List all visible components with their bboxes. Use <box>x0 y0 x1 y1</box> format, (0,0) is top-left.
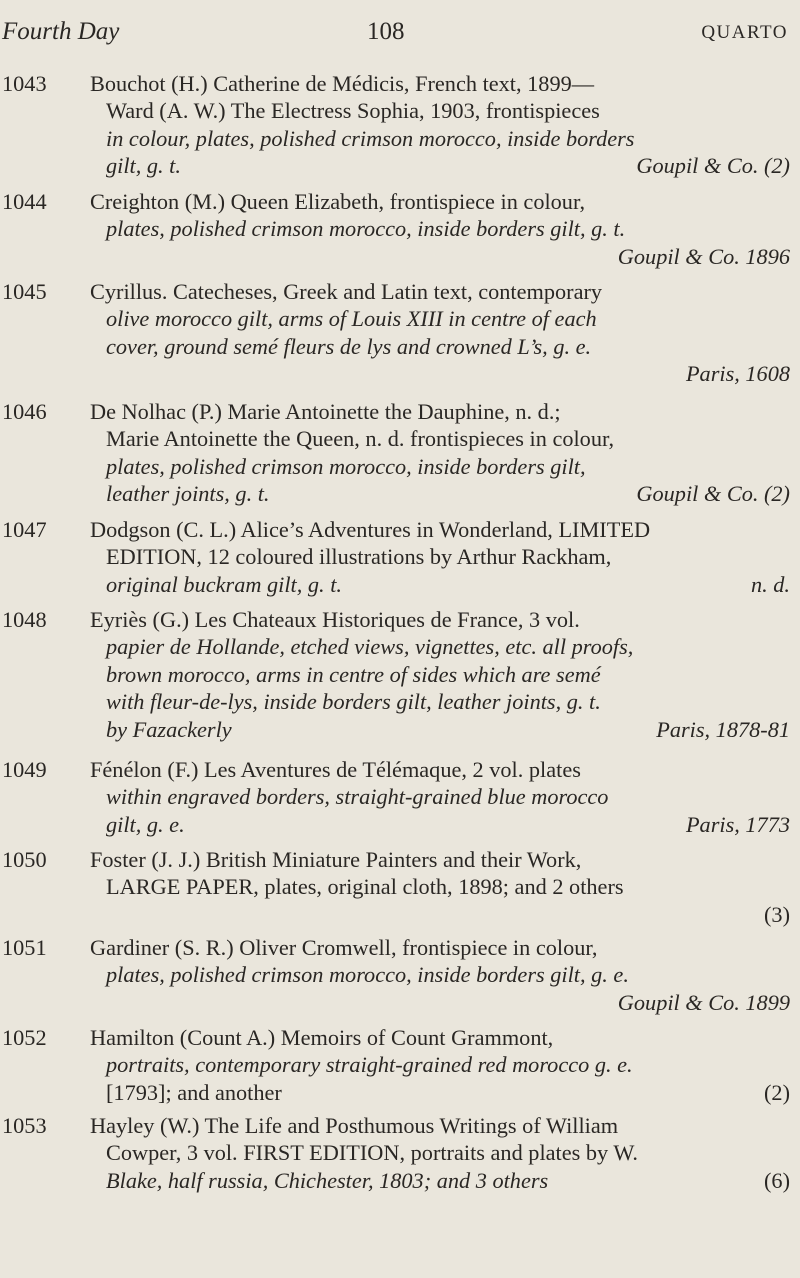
lot-line: in colour, plates, polished crimson morocco, inside borders <box>106 125 635 151</box>
lot-line: plates, polished crimson morocco, inside borders gilt, <box>106 453 586 479</box>
lot-line: olive morocco gilt, arms of Louis XIII in centre of each <box>106 306 597 332</box>
lot-description <box>90 934 790 1016</box>
lot-description <box>90 278 790 388</box>
lot-imprint: Paris, 1878-81 <box>656 716 790 742</box>
lot-quantity: (2) <box>764 1079 790 1105</box>
lot-number: 1051 <box>2 935 47 960</box>
lot-imprint: Paris, 1608 <box>685 361 790 387</box>
lot-line: plates, polished crimson morocco, inside borders gilt, g. e. <box>106 962 629 988</box>
lot-line-split <box>90 716 790 743</box>
lot-quantity: (6) <box>764 1167 790 1193</box>
lot-line: leather joints, g. t. <box>106 481 270 507</box>
lot-line: original buckram gilt, g. t. <box>106 571 342 597</box>
lot-number: 1050 <box>2 847 47 872</box>
running-head-format: QUARTO <box>701 22 788 43</box>
lot-line-split <box>90 1167 790 1194</box>
lot-line: [1793]; and another <box>106 1079 282 1105</box>
lot-line: portraits, contemporary straight-grained red morocco g. e. <box>106 1052 633 1078</box>
lot-number: 1043 <box>2 71 47 96</box>
lot-description <box>90 1024 790 1106</box>
lot-line: Foster (J. J.) British Miniature Painters and their Work, <box>90 847 582 872</box>
lot-description <box>90 756 790 838</box>
lot-description <box>90 70 790 180</box>
lot-description <box>90 188 790 270</box>
lot-description <box>90 606 790 743</box>
lot-line: Fénélon (F.) Les Aventures de Télémaque, 2 vol. plates <box>90 757 581 782</box>
lot-number: 1047 <box>2 517 47 542</box>
lot-line: Hayley (W.) The Life and Posthumous Writings of William <box>90 1113 619 1138</box>
lot-imprint: Goupil & Co. (2) <box>636 481 790 507</box>
lot-line: Eyriès (G.) Les Chateaux Historiques de France, 3 vol. <box>90 607 580 632</box>
lot-number: 1046 <box>2 399 47 424</box>
lot-imprint: Goupil & Co. 1896 <box>617 243 790 269</box>
lot-line: Gardiner (S. R.) Oliver Cromwell, frontispiece in colour, <box>90 935 598 960</box>
lot-line: Cyrillus. Catecheses, Greek and Latin text, contemporary <box>90 279 603 304</box>
lot-line: Cowper, 3 vol. FIRST EDITION, portraits and plates by W. <box>106 1140 638 1166</box>
lot-number: 1052 <box>2 1025 47 1050</box>
lot-number: 1044 <box>2 189 47 214</box>
lot-line: Creighton (M.) Queen Elizabeth, frontispiece in colour, <box>90 189 586 214</box>
lot-line: gilt, g. e. <box>106 811 185 837</box>
lot-line: Marie Antoinette the Queen, n. d. frontispieces in colour, <box>106 426 615 452</box>
lot-number: 1049 <box>2 757 47 782</box>
lot-line: cover, ground semé fleurs de lys and crowned L’s, g. e. <box>106 333 592 359</box>
page-header <box>0 12 800 52</box>
lot-line: Bouchot (H.) Catherine de Médicis, French text, 1899— <box>90 71 595 96</box>
page-number: 108 <box>367 18 405 45</box>
lot-imprint: Goupil & Co. (2) <box>636 153 790 179</box>
lot-line: LARGE PAPER, plates, original cloth, 1898; and 2 others <box>106 874 624 900</box>
lot-description <box>90 398 790 508</box>
lot-line: EDITION, 12 coloured illustrations by Arthur Rackham, <box>106 544 612 570</box>
lot-line: De Nolhac (P.) Marie Antoinette the Dauphine, n. d.; <box>90 399 561 424</box>
lot-line: Dodgson (C. L.) Alice’s Adventures in Wonderland, LIMITED <box>90 517 651 542</box>
lot-line: Blake, half russia, Chichester, 1803; and 3 others <box>106 1167 549 1193</box>
lot-line-split <box>90 1079 790 1106</box>
lot-number: 1053 <box>2 1113 47 1138</box>
lot-line: Ward (A. W.) The Electress Sophia, 1903, frontispieces <box>106 98 600 124</box>
lot-line: brown morocco, arms in centre of sides which are semé <box>106 661 601 687</box>
lot-imprint: Goupil & Co. 1899 <box>617 989 790 1015</box>
lot-line: within engraved borders, straight-grained blue morocco <box>106 784 609 810</box>
lot-line-split <box>90 571 790 598</box>
lot-quantity: (3) <box>764 901 790 927</box>
lot-description <box>90 1112 790 1194</box>
lot-line: by Fazackerly <box>106 716 232 742</box>
lot-imprint: n. d. <box>750 571 790 597</box>
lot-line-split <box>90 480 790 507</box>
lot-imprint: Paris, 1773 <box>685 811 790 837</box>
lot-line-split <box>90 152 790 179</box>
running-head-day: Fourth Day <box>2 18 120 45</box>
lot-number: 1048 <box>2 607 47 632</box>
lot-line: gilt, g. t. <box>106 153 181 179</box>
lot-description <box>90 846 790 928</box>
lot-line-split <box>90 811 790 838</box>
lot-description <box>90 516 790 598</box>
lot-line: Hamilton (Count A.) Memoirs of Count Grammont, <box>90 1025 554 1050</box>
lot-number: 1045 <box>2 279 47 304</box>
lot-line: with fleur-de-lys, inside borders gilt, leather joints, g. t. <box>106 689 601 715</box>
lot-line: papier de Hollande, etched views, vignettes, etc. all proofs, <box>106 634 634 660</box>
lot-line: plates, polished crimson morocco, inside borders gilt, g. t. <box>106 216 626 242</box>
